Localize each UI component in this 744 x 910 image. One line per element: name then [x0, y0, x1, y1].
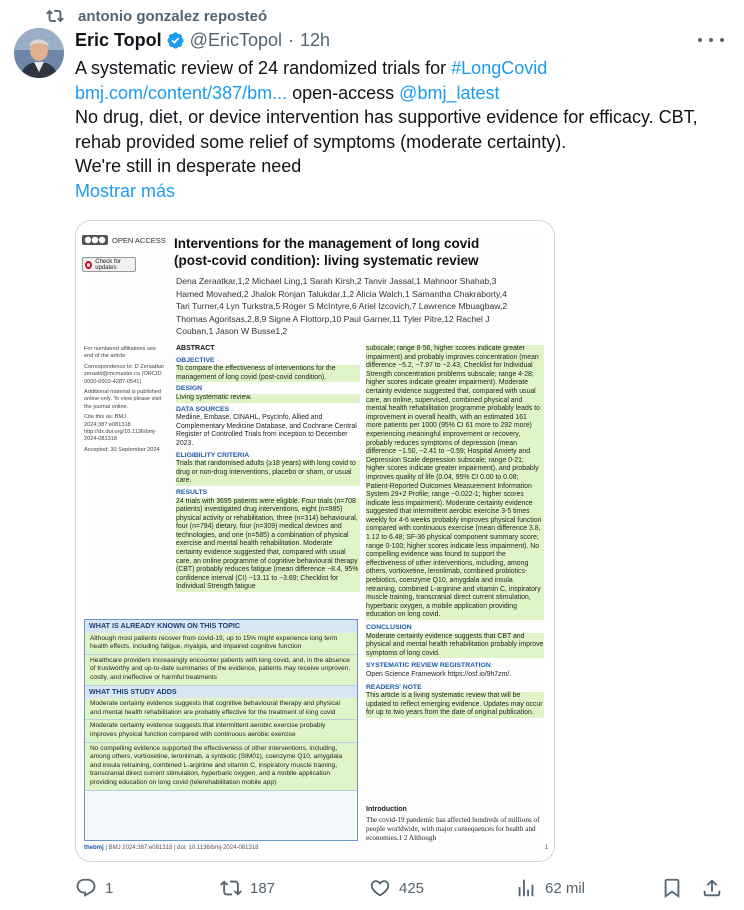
views-icon: [515, 877, 537, 899]
design-heading: DESIGN: [176, 385, 203, 393]
eligibility-text: Trials that randomised adults (≥18 years) with long covid to drug or non-drug interventions, placebo or sham, or usual care.: [176, 460, 360, 486]
tweet-text: [75, 56, 725, 204]
objective-heading: OBJECTIVE: [176, 356, 215, 364]
known-item: Although most patients recover from covid-19, up to 15% might experience long term health effects, including fatigue, myalgia, and impaired cognitive function: [85, 633, 357, 655]
objective-text: To compare the effectiveness of interventions for the management of long covid (post-covid condition).: [176, 365, 360, 382]
readers-note-heading: READERS' NOTE: [366, 683, 422, 691]
design-text: Living systematic review.: [176, 394, 360, 403]
check-updates-label: Check for updates: [95, 258, 121, 271]
intro-heading: Introduction: [366, 806, 407, 813]
intro-text: The covid-19 pandemic has affected hundreds of millions of people worldwide, with major consequences for health and economies.1 2 Although: [366, 816, 540, 842]
open-access-badge: [82, 235, 166, 245]
reply-icon: [75, 877, 97, 899]
adds-item: Moderate certainty evidence suggests that cognitive behavioural therapy and physical and mental health rehabilitation are probably effective for the treatment of long covid: [85, 698, 357, 720]
reply-button[interactable]: [75, 875, 113, 901]
repost-text: antonio gonzalez reposteó: [78, 7, 268, 25]
bookmark-icon: [661, 877, 683, 899]
timestamp[interactable]: 12h: [299, 29, 331, 50]
more-options-icon[interactable]: [698, 30, 724, 50]
bookmark-button[interactable]: [661, 875, 683, 901]
data-sources-heading: DATA SOURCES: [176, 405, 230, 413]
reply-count: 1: [105, 879, 114, 897]
tweet-line1: A systematic review of 24 randomized trials for: [75, 58, 452, 78]
open-access-label: OPEN ACCESS: [112, 235, 166, 245]
separator: ·: [287, 29, 294, 50]
repost-icon: [46, 7, 64, 25]
author-handle[interactable]: @EricTopol: [189, 29, 282, 50]
share-icon: [701, 877, 723, 899]
repost-context[interactable]: [46, 6, 267, 26]
results-text: 24 trials with 3695 patients were eligible. Four trials (n=708 patients) investigated drug interventions, eight (n=985) physical activity or rehabilitation, three (n=314) behavioural, four (n=794) dietary, four (n=309) medical devices and technologies, and one (n=585) a combination of physical exercise and mental health rehabilitation. Moderate certainty evidence suggested that, compared with usual care, an online programme of cognitive behavioural therapy (CBT) probably reduces fatigue (mean difference −8.4, 95% confidence interval (CI) −13.11 to −3.69; Checklist for Individual Strength fatigue: [176, 497, 359, 591]
abstract-heading: ABSTRACT: [176, 345, 215, 352]
paper-page: [82, 229, 548, 857]
share-button[interactable]: [701, 875, 723, 901]
footer-citation-text: | BMJ 2024;387:e081318 | doi: 10.1136/bmj-2024-081318: [103, 845, 259, 851]
sidenote-item: For numbered affiliations see end of the article: [84, 346, 157, 360]
adds-item: No compelling evidence supported the effectiveness of other interventions, including, among others, vortioxetine, leronlimab, a synbiotic (SIM01), coenzyme Q10, amygdala and insula retraining, combined L-arginine and vitamin C, inspiratory muscle training, transcranial direct current stimulation, hyperbaric oxygen, and a mobile application providing education on long covid (telerehabilitation mobile app): [85, 743, 357, 791]
readers-note-text: This article is a living systematic review that will be updated to reflect emerging evidence. Updates may occur for up to two years from the date of original publication.: [366, 692, 543, 717]
bmj-logo: thebmj: [84, 845, 104, 851]
eligibility-heading: ELIGIBILITY CRITERIA: [176, 451, 250, 459]
known-heading: WHAT IS ALREADY KNOWN ON THIS TOPIC: [85, 620, 357, 633]
views-count: 62 mil: [545, 879, 586, 897]
tweet-paragraph: No drug, diet, or device intervention has supportive evidence for efficacy. CBT, rehab provided some relief of symptoms (moderate certainty).: [75, 107, 698, 152]
sidenote-item: Additional material is published online only. To view please visit the journal online.: [84, 389, 162, 410]
data-sources-text: Medline, Embase, CINAHL, PsycInfo, Allied and Complementary Medicine Database, and Cochrane Central Register of Controlled Trials from inception to December 2023.: [176, 414, 357, 447]
verified-icon[interactable]: [166, 31, 185, 50]
adds-heading: WHAT THIS STUDY ADDS: [85, 686, 357, 699]
introduction: [366, 805, 544, 843]
heart-icon: [369, 877, 391, 899]
article-link[interactable]: bmj.com/content/387/bm...: [75, 82, 288, 103]
footer-citation: [84, 845, 258, 851]
paper-sidenote: [84, 346, 166, 457]
results-heading: RESULTS: [176, 488, 208, 496]
avatar[interactable]: [14, 28, 64, 78]
like-count: 425: [399, 879, 425, 897]
registration-heading: SYSTEMATIC REVIEW REGISTRATION: [366, 662, 491, 670]
hashtag-link[interactable]: #LongCovid: [451, 58, 548, 78]
media-image[interactable]: [75, 220, 555, 862]
paper-footer: [84, 845, 548, 851]
sidenote-item: Accepted: 30 September 2024: [84, 446, 160, 453]
sidenote-item: Correspondence to: D Zeraatkar zeraatd@mcmaster.ca (ORCID 0000-0003-4287-0541): [84, 363, 165, 385]
check-updates-button: [82, 257, 136, 272]
show-more-link[interactable]: Mostrar más: [75, 180, 176, 201]
author-name[interactable]: Eric Topol: [75, 29, 162, 50]
abstract-right: [366, 345, 544, 718]
repost-count: 187: [250, 879, 276, 897]
like-button[interactable]: [369, 875, 424, 901]
conclusion-text: Moderate certainty evidence suggests that CBT and physical and mental health rehabilitation probably improve symptoms of long covid.: [366, 632, 544, 657]
abstract-left: [176, 345, 360, 592]
adds-item: Moderate certainty evidence suggests that intermittent aerobic exercise probably improves physical function compared with continuous aerobic exercise: [85, 720, 357, 742]
paper-authors: Dena Zeraatkar,1,2 Michael Ling,1 Sarah Kirsh,2 Tanvir Jassal,1 Mahnoor Shahab,3 Hamed Movahed,2 Jhalok Ronjan Talukdar,1,2 Alicia Walch,1 Samantha Chakraborty,4 Tari Turner,4 Lyn Turkstra,5 Roger S McIntyre,6 Ariel Izcovich,7 Lawrence Mbuagbaw,2 Thomas Agoritsas,2,8,9 Signe A Flottorp,10 Paul Garner,11 Tyler Pitre,12 Rachel J Couban,1 Jason W Busse1,2: [176, 276, 508, 337]
summary-box: [84, 619, 358, 841]
tweet-line2: open-access: [287, 82, 400, 103]
tweet-header: [75, 29, 330, 51]
known-item: Healthcare providers increasingly encounter patients with long covid, and, in the absence of trustworthy and up-to-date summaries of the evidence, patients may receive unproven, costly, and ineffective or harmful treatments: [85, 655, 357, 686]
avatar-image: [14, 28, 64, 78]
mention-link[interactable]: @bmj_latest: [399, 82, 500, 103]
tweet-last-line: We're still in desperate need: [75, 156, 302, 177]
conclusion-heading: CONCLUSION: [366, 624, 412, 631]
sidenote-item: Cite this as: BMJ 2024;387:e081318 http://dx.doi.org/10.1136/bmj-2024-081318: [84, 414, 157, 443]
action-bar: [75, 875, 725, 901]
page-number: 1: [544, 845, 548, 851]
repost-button[interactable]: [220, 875, 275, 901]
paper-title: Interventions for the management of long covid (post-covid condition): living systematic review: [174, 236, 480, 268]
cc-license-icon: [82, 235, 108, 245]
repost-icon: [220, 877, 242, 899]
registration-text: Open Science Framework https://osf.io/9h7zm/.: [366, 670, 512, 678]
check-updates-icon: [85, 261, 92, 269]
views-button[interactable]: [515, 875, 585, 901]
results-continued: subscale; range 8-56, higher scores indicate greater impairment) and probably improves concentration (mean difference −5.2, −7.97 to −2.43; Checklist for Individual Strength concentration problems subscale; range 4-28; higher scores indicate greater impairment). Moderate certainty evidence suggested that, compared with usual care, an online, supervised, combined physical and mental health rehabilitation programme probably leads to improvement in overall health, with an estimated 161 more patients per 1000 (95% CI 61 more to 292 more) experiencing meaningful improvement or recovery, probably reduces symptoms of depression (mean difference −1.50, −2.41 to −0.59; Hospital Anxiety and Depression Scale depression subscale; range 0-21; higher scores indicate greater impairment), and probably improves quality of life (0.04, 95% CI 0.00 to 0.08; Patient-Reported Outcomes Measurement Information System 29+2 Profile; range −0.022-1; higher scores indicate less impairment). Moderate certainty evidence suggested that intermittent aerobic exercise 3-5 times weekly for 4-6 weeks probably improves physical function compared with continuous exercise (mean difference 3.8, 1.12 to 6.48; SF-36 physical component summary score; range 0-100; higher scores indicate less impairment). No compelling evidence was found to support the effectiveness of other interventions, including, among others, vortioxetine, leronlimab, combined probiotics-prebiotics, coenzyme Q10, amygdala and insula retraining, combined L-arginine and vitamin C, inspiratory muscle training, transcranial direct current stimulation, hyperbaric oxygen, a mobile application providing education on long covid.: [366, 345, 544, 620]
